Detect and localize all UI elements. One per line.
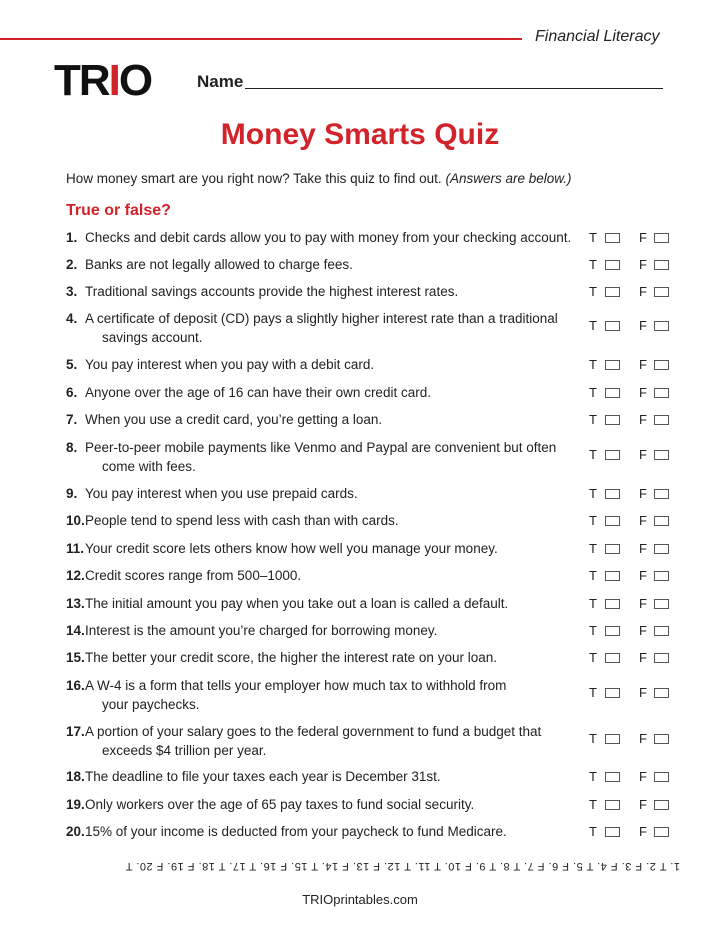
intro-text: How money smart are you right now? Take this quiz to find out. (Answers are below.) [66,171,572,186]
question-text: Peer-to-peer mobile payments like Venmo and Paypal are convenient but often come with fees. [85,440,557,474]
false-checkbox[interactable] [654,653,669,663]
true-label: T [589,486,597,501]
question-number: 6. [66,385,78,400]
true-label: T [589,385,597,400]
false-label: F [639,824,647,839]
true-checkbox[interactable] [605,489,620,499]
true-label: T [589,650,597,665]
false-label: F [639,513,647,528]
false-checkbox[interactable] [654,321,669,331]
false-label: F [639,541,647,556]
question-text: The better your credit score, the higher the interest rate on your loan. [85,650,497,665]
false-checkbox[interactable] [654,287,669,297]
false-label: F [639,685,647,700]
question-number: 15. [66,650,85,665]
question-text: Only workers over the age of 65 pay taxes to fund social security. [85,797,475,812]
false-label: F [639,731,647,746]
false-checkbox[interactable] [654,415,669,425]
true-label: T [589,513,597,528]
false-checkbox[interactable] [654,360,669,370]
true-checkbox[interactable] [605,800,620,810]
question-number: 4. [66,311,78,326]
false-checkbox[interactable] [654,734,669,744]
false-label: F [639,769,647,784]
false-checkbox[interactable] [654,599,669,609]
answer-key-inverted: 1. T 2. F 3. F 4. T 5. F 6. F 7. T 8. T 9. F 10. T 11. T 12. F 13. F 14. T 15. F 16. T 17. T 18. F 19. F 20. T [125,860,680,872]
true-checkbox[interactable] [605,544,620,554]
true-checkbox[interactable] [605,827,620,837]
false-checkbox[interactable] [654,450,669,460]
question-number: 14. [66,623,85,638]
true-checkbox[interactable] [605,450,620,460]
false-label: F [639,797,647,812]
true-label: T [589,412,597,427]
false-label: F [639,284,647,299]
false-label: F [639,623,647,638]
question-text: You pay interest when you pay with a debit card. [85,357,375,372]
false-checkbox[interactable] [654,827,669,837]
true-checkbox[interactable] [605,516,620,526]
false-checkbox[interactable] [654,772,669,782]
true-checkbox[interactable] [605,571,620,581]
true-label: T [589,541,597,556]
true-checkbox[interactable] [605,287,620,297]
question-text: Credit scores range from 500–1000. [85,568,302,583]
false-label: F [639,357,647,372]
false-checkbox[interactable] [654,626,669,636]
true-checkbox[interactable] [605,360,620,370]
true-label: T [589,257,597,272]
true-label: T [589,824,597,839]
question-text: When you use a credit card, you’re getting a loan. [85,412,383,427]
section-heading: True or false? [66,202,171,219]
question-number: 20. [66,824,85,839]
false-checkbox[interactable] [654,489,669,499]
false-label: F [639,650,647,665]
false-checkbox[interactable] [654,571,669,581]
question-number: 9. [66,486,78,501]
true-label: T [589,357,597,372]
question-number: 19. [66,797,85,812]
category-label: Financial Literacy [535,28,660,45]
true-label: T [589,284,597,299]
false-checkbox[interactable] [654,544,669,554]
question-text: Banks are not legally allowed to charge fees. [85,257,353,272]
question-text: Your credit score lets others know how well you manage your money. [85,541,498,556]
question-text: The deadline to file your taxes each year is December 31st. [85,769,441,784]
true-label: T [589,447,597,462]
question-text: A portion of your salary goes to the federal government to fund a budget that exceeds $4 trillion per year. [85,724,542,758]
true-label: T [589,230,597,245]
question-number: 1. [66,230,78,245]
question-number: 2. [66,257,78,272]
question-number: 12. [66,568,85,583]
false-label: F [639,447,647,462]
false-label: F [639,486,647,501]
question-number: 17. [66,724,85,739]
true-label: T [589,318,597,333]
page-title: Money Smarts Quiz [220,118,500,151]
question-number: 11. [66,541,85,556]
false-label: F [639,412,647,427]
question-text: 15% of your income is deducted from your paycheck to fund Medicare. [85,824,507,839]
trio-logo: TRIO [54,56,152,105]
true-label: T [589,623,597,638]
question-number: 3. [66,284,78,299]
question-text: Anyone over the age of 16 can have their own credit card. [85,385,431,400]
false-label: F [639,385,647,400]
false-label: F [639,318,647,333]
true-checkbox[interactable] [605,772,620,782]
question-text: The initial amount you pay when you take out a loan is called a default. [85,596,509,611]
true-label: T [589,568,597,583]
footer-url: TRIOprintables.com [302,892,418,907]
question-number: 13. [66,596,85,611]
true-checkbox[interactable] [605,260,620,270]
question-number: 5. [66,357,78,372]
question-text: People tend to spend less with cash than with cards. [85,513,399,528]
true-checkbox[interactable] [605,321,620,331]
true-label: T [589,731,597,746]
false-checkbox[interactable] [654,388,669,398]
true-checkbox[interactable] [605,415,620,425]
false-checkbox[interactable] [654,516,669,526]
name-label: Name [197,72,244,91]
question-number: 16. [66,678,85,693]
true-label: T [589,769,597,784]
question-number: 10. [66,513,85,528]
question-number: 18. [66,769,85,784]
true-checkbox[interactable] [605,599,620,609]
true-checkbox[interactable] [605,688,620,698]
question-text: You pay interest when you use prepaid cards. [85,486,358,501]
false-checkbox[interactable] [654,233,669,243]
true-checkbox[interactable] [605,734,620,744]
false-label: F [639,596,647,611]
false-checkbox[interactable] [654,800,669,810]
false-label: F [639,568,647,583]
question-text: A W-4 is a form that tells your employer how much tax to withhold from your paychecks. [85,678,507,712]
question-text: Checks and debit cards allow you to pay with money from your checking account. [85,230,572,245]
name-field-line[interactable] [245,88,663,89]
false-label: F [639,257,647,272]
header-rule [0,38,522,40]
true-label: T [589,797,597,812]
question-text: Traditional savings accounts provide the highest interest rates. [85,284,459,299]
true-checkbox[interactable] [605,653,620,663]
question-number: 7. [66,412,78,427]
true-checkbox[interactable] [605,388,620,398]
false-checkbox[interactable] [654,260,669,270]
question-number: 8. [66,440,78,455]
question-text: A certificate of deposit (CD) pays a slightly higher interest rate than a traditional savings account. [85,311,558,345]
false-label: F [639,230,647,245]
question-text: Interest is the amount you’re charged for borrowing money. [85,623,438,638]
true-checkbox[interactable] [605,233,620,243]
true-label: T [589,685,597,700]
false-checkbox[interactable] [654,688,669,698]
true-label: T [589,596,597,611]
true-checkbox[interactable] [605,626,620,636]
